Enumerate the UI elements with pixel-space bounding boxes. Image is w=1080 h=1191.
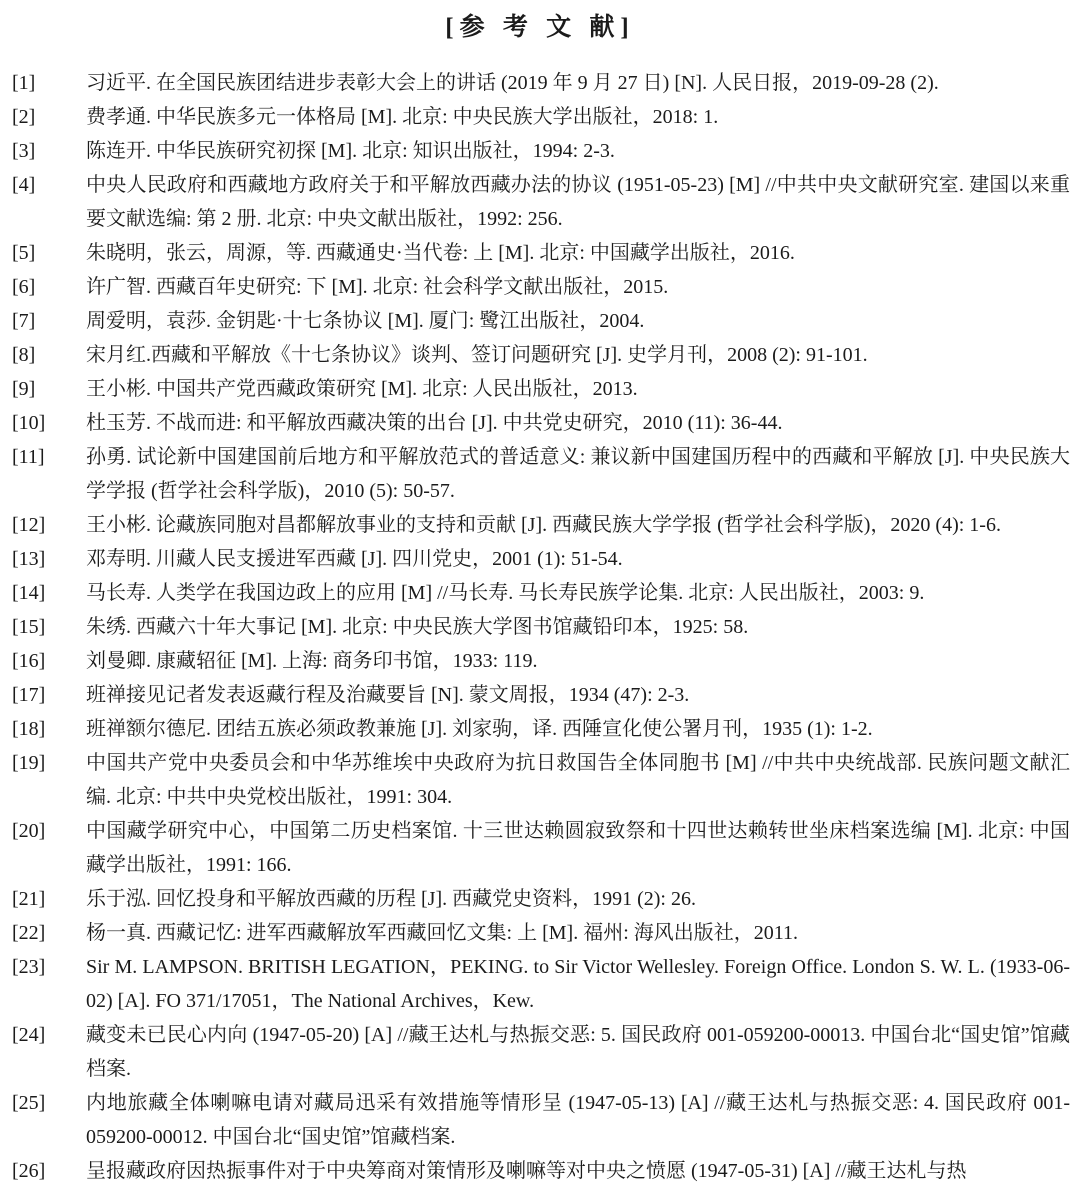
reference-text: 中国共产党中央委员会和中华苏维埃中央政府为抗日救国告全体同胞书 [M] //中共中央统战部. 民族问题文献汇编. 北京: 中共中央党校出版社，1991: 304. [86,752,1070,808]
reference-number: [24] [12,1024,46,1046]
reference-number: [11] [12,446,45,468]
reference-entry [10,134,1070,168]
reference-text: 习近平. 在全国民族团结进步表彰大会上的讲话 (2019 年 9 月 27 日) [N]. 人民日报，2019-09-28 (2). [86,72,939,94]
reference-text: 杨一真. 西藏记忆: 进军西藏解放军西藏回忆文集: 上 [M]. 福州: 海风出版社，2011. [86,922,799,944]
page-title: [参 考 文 献] [445,14,635,41]
reference-list [10,66,1070,1188]
reference-number: [15] [12,616,46,638]
reference-entry [10,508,1070,542]
reference-number: [25] [12,1092,46,1114]
reference-entry [10,304,1070,338]
reference-entry [10,814,1070,882]
reference-entry [10,66,1070,100]
reference-number: [8] [12,344,36,366]
reference-text: 王小彬. 中国共产党西藏政策研究 [M]. 北京: 人民出版社，2013. [86,378,638,400]
reference-number: [3] [12,140,36,162]
reference-text: 王小彬. 论藏族同胞对昌都解放事业的支持和贡献 [J]. 西藏民族大学学报 (哲学社会科学版)，2020 (4): 1-6. [86,514,1001,536]
reference-entry [10,440,1070,508]
reference-text: 许广智. 西藏百年史研究: 下 [M]. 北京: 社会科学文献出版社，2015. [86,276,669,298]
reference-entry [10,372,1070,406]
reference-text: 中央人民政府和西藏地方政府关于和平解放西藏办法的协议 (1951-05-23) [M] //中共中央文献研究室. 建国以来重要文献选编: 第 2 册. 北京: 中央文献出版社，1992: 256. [86,174,1070,230]
reference-text: 邓寿明. 川藏人民支援进军西藏 [J]. 四川党史，2001 (1): 51-54. [86,548,623,570]
reference-text: 宋月红.西藏和平解放《十七条协议》谈判、签订问题研究 [J]. 史学月刊，2008 (2): 91-101. [86,344,868,366]
reference-entry [10,916,1070,950]
reference-number: [10] [12,412,46,434]
reference-text: 班禅额尔德尼. 团结五族必须政教兼施 [J]. 刘家驹，译. 西陲宣化使公署月刊，1935 (1): 1-2. [86,718,873,740]
reference-text: 费孝通. 中华民族多元一体格局 [M]. 北京: 中央民族大学出版社，2018: 1. [86,106,719,128]
reference-entry [10,1086,1070,1154]
reference-text: 呈报藏政府因热振事件对于中央筹商对策情形及喇嘛等对中央之愤愿 (1947-05-31) [A] //藏王达札与热 [86,1160,967,1182]
reference-entry [10,610,1070,644]
reference-text: 杜玉芳. 不战而进: 和平解放西藏决策的出台 [J]. 中共党史研究，2010 (11): 36-44. [86,412,783,434]
reference-entry [10,746,1070,814]
reference-number: [23] [12,956,46,978]
reference-number: [2] [12,106,36,128]
reference-entry [10,338,1070,372]
reference-number: [5] [12,242,36,264]
reference-text: 马长寿. 人类学在我国边政上的应用 [M] //马长寿. 马长寿民族学论集. 北京: 人民出版社，2003: 9. [86,582,925,604]
reference-number: [7] [12,310,36,332]
reference-entry [10,712,1070,746]
reference-text: 班禅接见记者发表返藏行程及治藏要旨 [N]. 蒙文周报，1934 (47): 2-3. [86,684,690,706]
reference-number: [17] [12,684,46,706]
reference-entry [10,576,1070,610]
reference-text: 陈连开. 中华民族研究初探 [M]. 北京: 知识出版社，1994: 2-3. [86,140,615,162]
reference-entry [10,1154,1070,1188]
reference-entry [10,1018,1070,1086]
reference-number: [14] [12,582,46,604]
reference-entry [10,678,1070,712]
reference-number: [18] [12,718,46,740]
reference-text: 内地旅藏全体喇嘛电请对藏局迅采有效措施等情形呈 (1947-05-13) [A] //藏王达札与热振交恶: 4. 国民政府 001-059200-00012. 中国台北“国史馆”馆藏档案. [86,1092,1070,1148]
reference-entry [10,168,1070,236]
reference-entry [10,882,1070,916]
reference-entry [10,236,1070,270]
reference-number: [6] [12,276,36,298]
reference-number: [26] [12,1160,46,1182]
reference-entry [10,270,1070,304]
reference-number: [1] [12,72,36,94]
reference-text: 孙勇. 试论新中国建国前后地方和平解放范式的普适意义: 兼议新中国建国历程中的西藏和平解放 [J]. 中央民族大学学报 (哲学社会科学版)，2010 (5): 50-57. [86,446,1070,502]
reference-text: 朱绣. 西藏六十年大事记 [M]. 北京: 中央民族大学图书馆藏铅印本，1925: 58. [86,616,749,638]
reference-text: 中国藏学研究中心，中国第二历史档案馆. 十三世达赖圆寂致祭和十四世达赖转世坐床档案选编 [M]. 北京: 中国藏学出版社，1991: 166. [86,820,1070,876]
reference-entry [10,406,1070,440]
reference-number: [19] [12,752,46,774]
reference-entry [10,950,1070,1018]
reference-number: [12] [12,514,46,536]
reference-number: [16] [12,650,46,672]
reference-text: 刘曼卿. 康藏轺征 [M]. 上海: 商务印书馆，1933: 119. [86,650,538,672]
reference-number: [22] [12,922,46,944]
reference-text: 朱晓明，张云，周源，等. 西藏通史·当代卷: 上 [M]. 北京: 中国藏学出版社，2016. [86,242,795,264]
reference-number: [4] [12,174,36,196]
reference-entry [10,100,1070,134]
reference-number: [20] [12,820,46,842]
reference-number: [21] [12,888,46,910]
reference-entry [10,542,1070,576]
reference-number: [13] [12,548,46,570]
reference-text: 乐于泓. 回忆投身和平解放西藏的历程 [J]. 西藏党史资料，1991 (2): 26. [86,888,696,910]
reference-text: 周爱明，袁莎. 金钥匙·十七条协议 [M]. 厦门: 鹭江出版社，2004. [86,310,645,332]
reference-text: Sir M. LAMPSON. BRITISH LEGATION，PEKING. to Sir Victor Wellesley. Foreign Office. London S. W. L. (1933-06-02) [A]. FO 371/17051，The National Archives，Kew. [86,956,1070,1012]
reference-text: 藏变未已民心内向 (1947-05-20) [A] //藏王达札与热振交恶: 5. 国民政府 001-059200-00013. 中国台北“国史馆”馆藏档案. [86,1024,1070,1080]
reference-entry [10,644,1070,678]
reference-number: [9] [12,378,36,400]
